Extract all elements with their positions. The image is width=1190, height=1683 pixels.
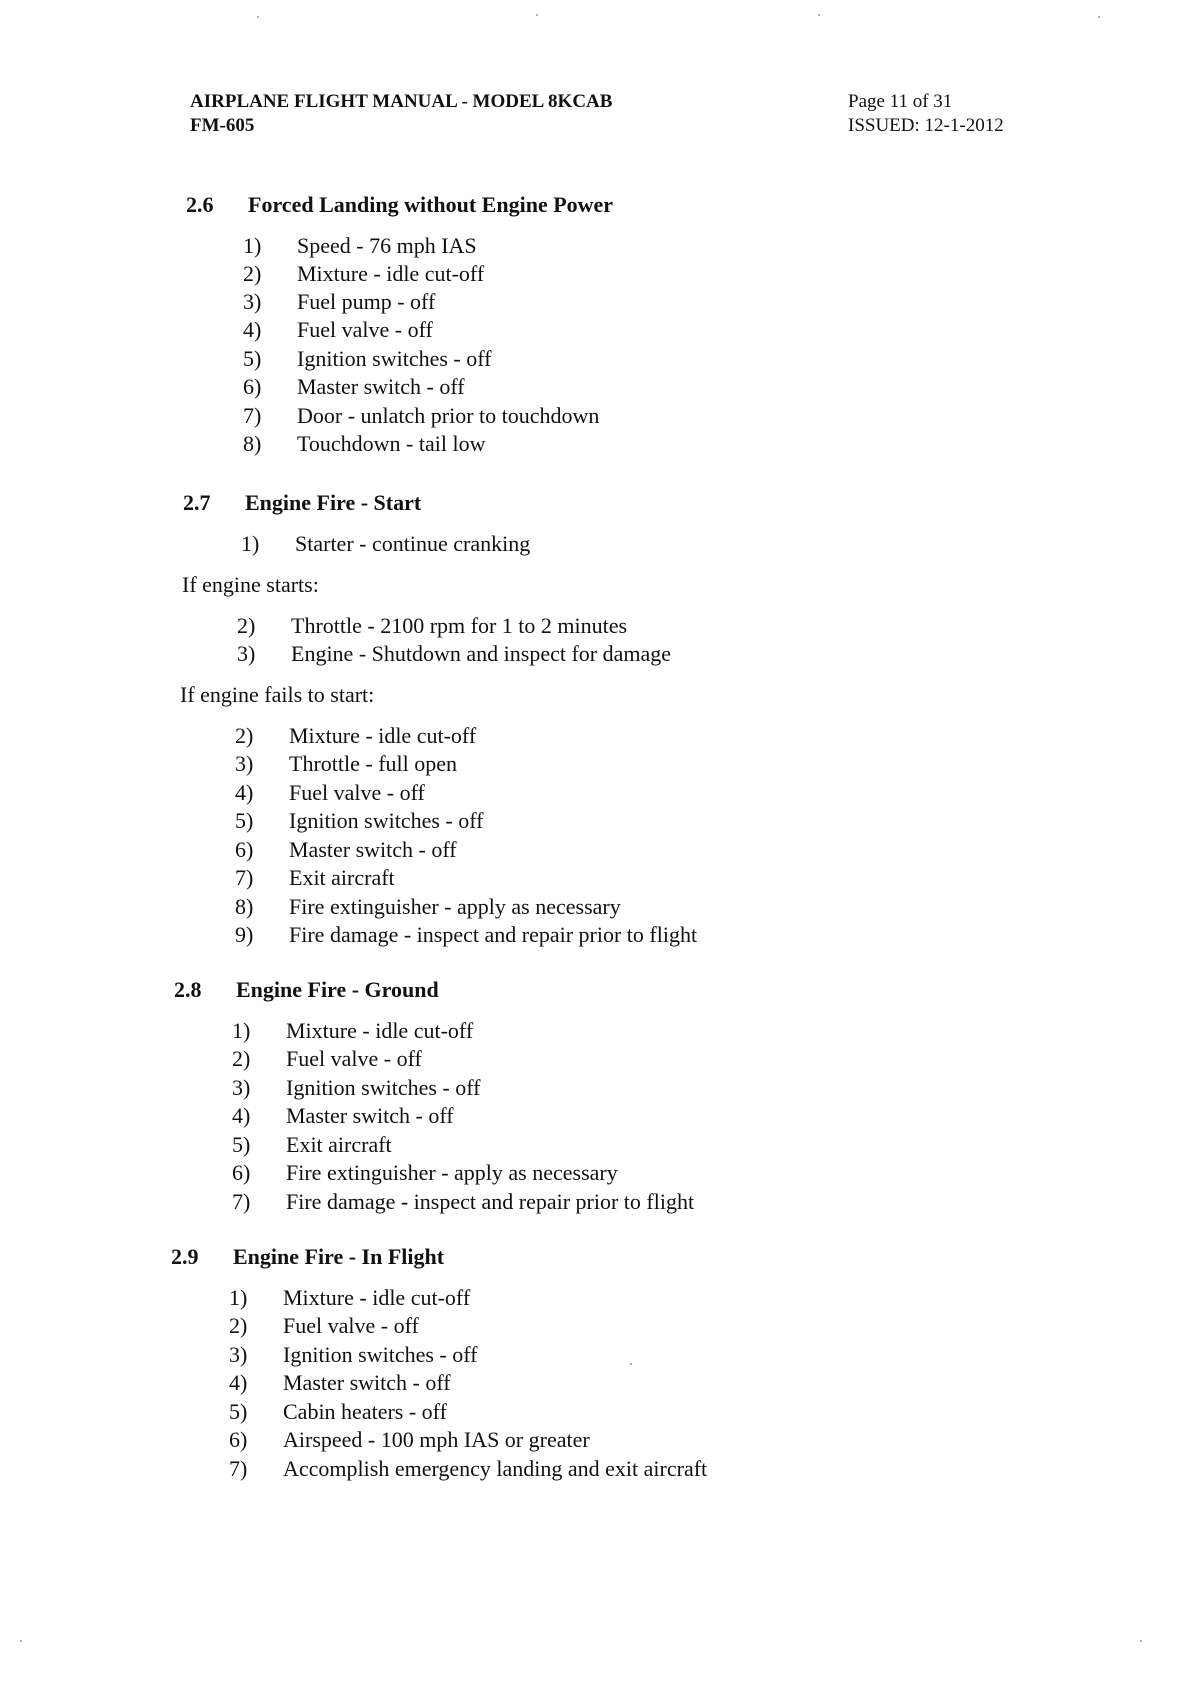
list-item: [243, 260, 484, 288]
condition-text: If engine starts:: [182, 572, 319, 597]
item-number: 6): [229, 1427, 248, 1452]
list-item: [232, 1017, 473, 1045]
item-number: 5): [232, 1132, 251, 1157]
item-number: 5): [235, 808, 254, 833]
item-text: Master switch - off: [283, 1370, 451, 1395]
item-text: Fuel valve - off: [286, 1046, 422, 1071]
item-text: Master switch - off: [286, 1103, 454, 1128]
item-number: 3): [243, 289, 262, 314]
item-text: Cabin heaters - off: [283, 1399, 447, 1424]
section-heading: [186, 192, 613, 218]
section-heading: [183, 490, 421, 516]
section-heading: [174, 977, 439, 1003]
list-item: [229, 1341, 478, 1369]
item-number: 6): [243, 374, 262, 399]
section-number: 2.9: [171, 1244, 199, 1269]
list-item: [229, 1284, 470, 1312]
item-number: 4): [232, 1103, 251, 1128]
item-number: 2): [237, 613, 256, 638]
item-number: 1): [232, 1018, 251, 1043]
list-item: [232, 1102, 454, 1130]
item-number: 3): [235, 751, 254, 776]
list-item: [235, 836, 457, 864]
list-item: [229, 1426, 590, 1454]
section-title: Engine Fire - In Flight: [233, 1244, 445, 1269]
item-text: Mixture - idle cut-off: [283, 1285, 471, 1310]
list-item: [243, 430, 485, 458]
item-text: Mixture - idle cut-off: [286, 1018, 474, 1043]
item-number: 1): [243, 233, 262, 258]
item-text: Mixture - idle cut-off: [289, 723, 477, 748]
item-text: Fire extinguisher - apply as necessary: [286, 1160, 618, 1185]
list-item: [229, 1398, 447, 1426]
item-text: Fuel valve - off: [289, 780, 425, 805]
item-text: Fire damage - inspect and repair prior to flight: [289, 922, 698, 947]
document-id: FM-605: [190, 115, 255, 136]
scan-speck: [20, 1640, 22, 1642]
item-number: 8): [235, 894, 254, 919]
item-number: 9): [235, 922, 254, 947]
list-item: [235, 779, 425, 807]
scan-speck: [536, 14, 538, 16]
list-item: [235, 807, 484, 835]
list-item: [237, 640, 671, 668]
section-title: Engine Fire - Start: [245, 490, 422, 515]
manual-title: AIRPLANE FLIGHT MANUAL - MODEL 8KCAB: [190, 91, 613, 112]
section-number: 2.8: [174, 977, 202, 1002]
item-number: 3): [232, 1075, 251, 1100]
item-number: 8): [243, 431, 262, 456]
list-item: [232, 1074, 481, 1102]
item-text: Mixture - idle cut-off: [297, 261, 485, 286]
header-left: [190, 90, 612, 138]
list-item: [243, 288, 435, 316]
list-item: [229, 1369, 451, 1397]
item-text: Fire damage - inspect and repair prior to flight: [286, 1189, 695, 1214]
list-item: [243, 232, 477, 260]
list-item: [229, 1455, 707, 1483]
scan-speck: [1140, 1640, 1142, 1642]
header-right: [848, 90, 1004, 138]
section-heading: [171, 1244, 444, 1270]
item-text: Starter - continue cranking: [295, 531, 531, 556]
condition-text: If engine fails to start:: [180, 682, 375, 707]
list-item: [232, 1188, 694, 1216]
item-number: 6): [235, 837, 254, 862]
list-item: [235, 921, 697, 949]
list-item: [237, 612, 627, 640]
section-number: 2.6: [186, 192, 214, 217]
item-text: Ignition switches - off: [297, 346, 492, 371]
item-text: Touchdown - tail low: [297, 431, 486, 456]
item-number: 3): [229, 1342, 248, 1367]
scan-speck: [257, 16, 259, 18]
item-text: Exit aircraft: [289, 865, 395, 890]
item-text: Fuel valve - off: [283, 1313, 419, 1338]
item-text: Ignition switches - off: [283, 1342, 478, 1367]
list-item: [232, 1045, 422, 1073]
item-number: 5): [243, 346, 262, 371]
item-number: 2): [232, 1046, 251, 1071]
item-text: Accomplish emergency landing and exit aircraft: [283, 1456, 708, 1481]
scan-speck: [818, 14, 820, 16]
scan-speck: [630, 1363, 632, 1365]
list-item: [243, 402, 599, 430]
item-text: Airspeed - 100 mph IAS or greater: [283, 1427, 590, 1452]
item-text: Engine - Shutdown and inspect for damage: [291, 641, 672, 666]
item-text: Ignition switches - off: [286, 1075, 481, 1100]
item-text: Fuel pump - off: [297, 289, 436, 314]
item-number: 7): [229, 1456, 248, 1481]
list-item: [235, 893, 621, 921]
section-title: Forced Landing without Engine Power: [248, 192, 614, 217]
item-number: 4): [229, 1370, 248, 1395]
item-text: Door - unlatch prior to touchdown: [297, 403, 600, 428]
item-number: 3): [237, 641, 256, 666]
item-number: 6): [232, 1160, 251, 1185]
item-number: 4): [243, 317, 262, 342]
item-text: Master switch - off: [297, 374, 465, 399]
list-item: [235, 722, 476, 750]
item-number: 7): [235, 865, 254, 890]
item-text: Speed - 76 mph IAS: [297, 233, 477, 258]
list-item: [232, 1159, 618, 1187]
item-number: 2): [235, 723, 254, 748]
list-item: [235, 750, 457, 778]
item-number: 1): [229, 1285, 248, 1310]
item-text: Throttle - full open: [289, 751, 458, 776]
item-number: 7): [232, 1189, 251, 1214]
scan-speck: [1098, 16, 1100, 18]
item-text: Fire extinguisher - apply as necessary: [289, 894, 621, 919]
issue-date: ISSUED: 12-1-2012: [848, 115, 1004, 136]
section-number: 2.7: [183, 490, 211, 515]
page-number: Page 11 of 31: [848, 91, 953, 112]
list-item: [243, 373, 465, 401]
list-item: [243, 316, 433, 344]
item-text: Ignition switches - off: [289, 808, 484, 833]
item-number: 1): [241, 531, 260, 556]
list-item: [243, 345, 492, 373]
list-item: [232, 1131, 392, 1159]
list-item: [235, 864, 395, 892]
item-text: Throttle - 2100 rpm for 1 to 2 minutes: [291, 613, 628, 638]
list-item: [241, 530, 530, 558]
item-text: Master switch - off: [289, 837, 457, 862]
item-number: 2): [243, 261, 262, 286]
section-title: Engine Fire - Ground: [236, 977, 439, 1002]
item-text: Exit aircraft: [286, 1132, 392, 1157]
item-number: 2): [229, 1313, 248, 1338]
item-text: Fuel valve - off: [297, 317, 433, 342]
list-item: [229, 1312, 419, 1340]
item-number: 7): [243, 403, 262, 428]
item-number: 5): [229, 1399, 248, 1424]
item-number: 4): [235, 780, 254, 805]
